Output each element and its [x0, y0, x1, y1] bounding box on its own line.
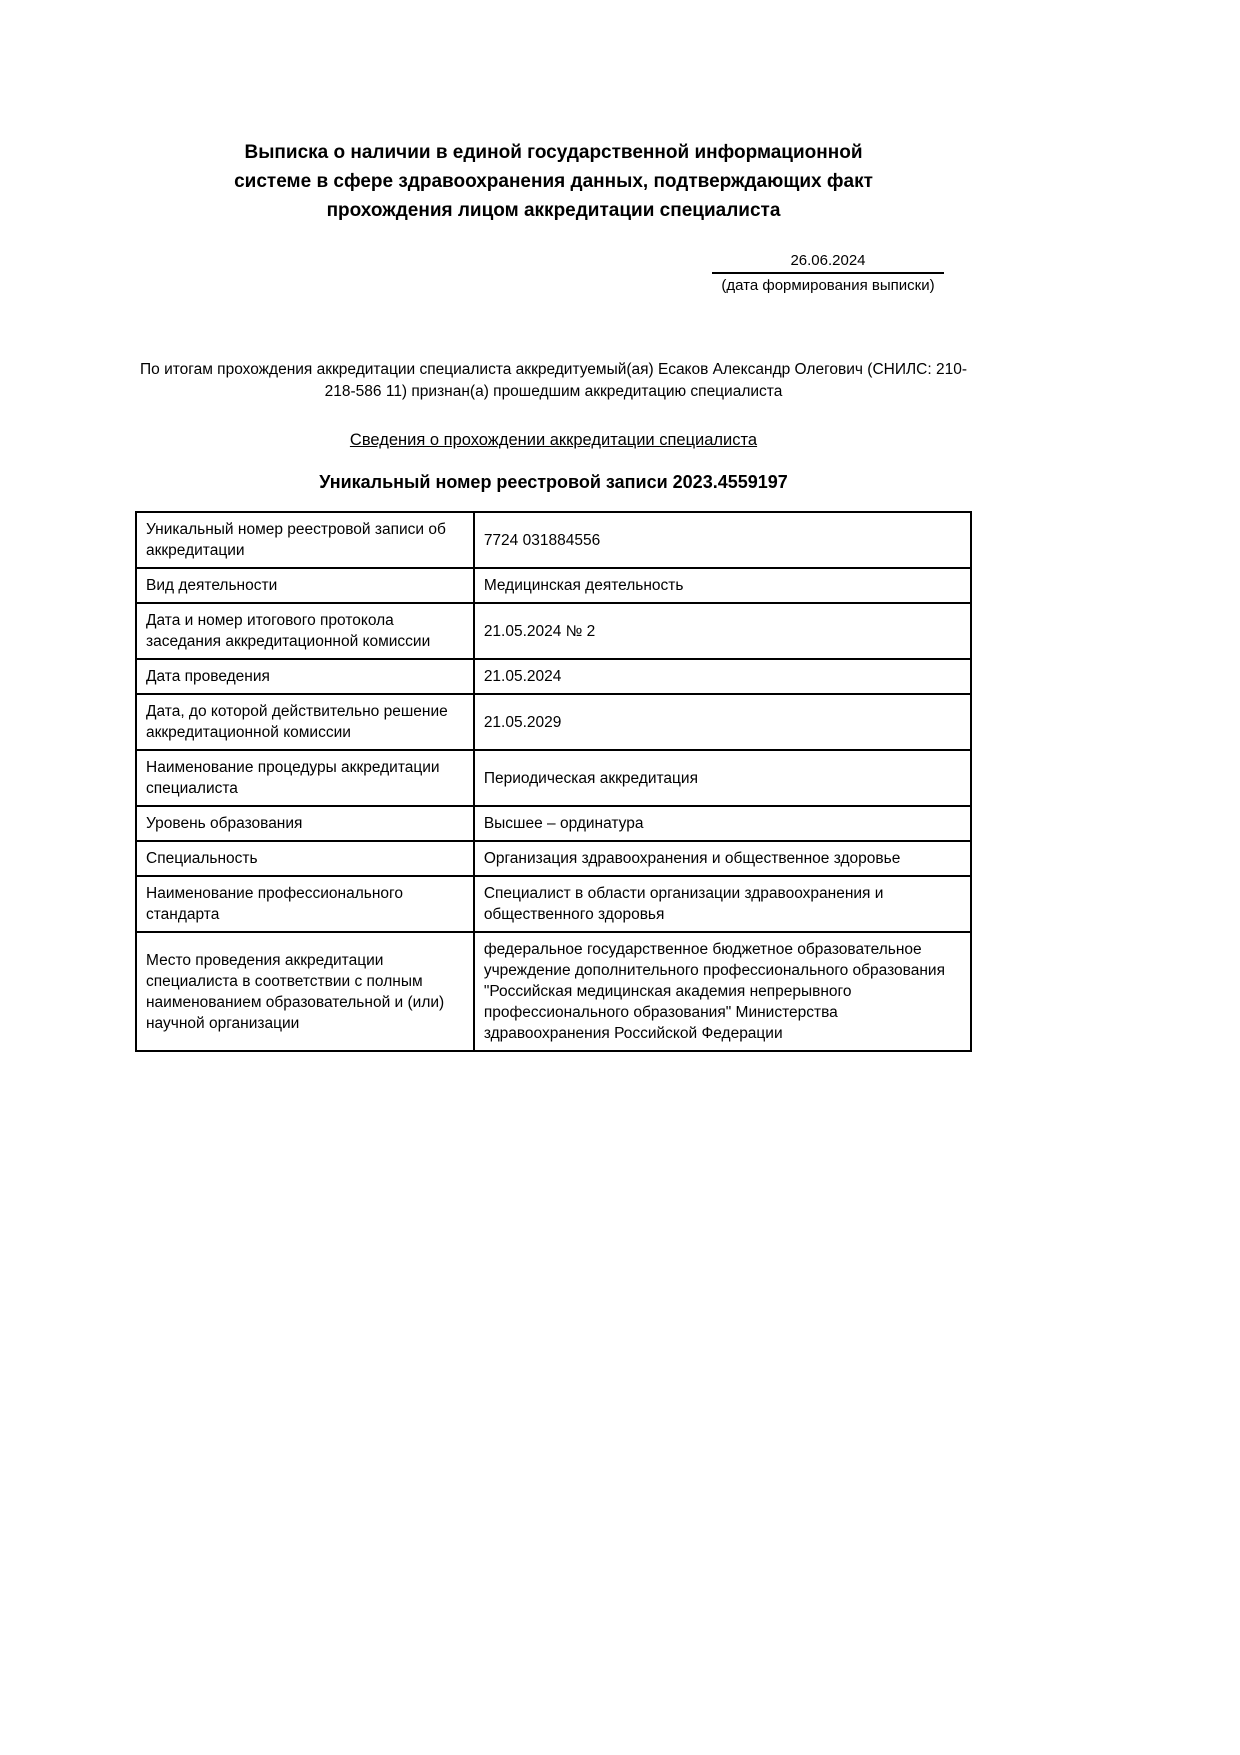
row-label: Наименование процедуры аккредитации специалиста [136, 750, 474, 806]
table-row [136, 932, 971, 1051]
issue-date-caption: (дата формирования выписки) [721, 277, 935, 294]
row-label: Дата и номер итогового протокола заседания аккредитационной комиссии [136, 603, 474, 659]
row-value: Специалист в области организации здравоохранения и общественного здоровья [474, 876, 971, 932]
table-row [136, 694, 971, 750]
document-title-line-3: прохождения лицом аккредитации специалиста [326, 200, 781, 221]
section-heading: Сведения о прохождении аккредитации специалиста [349, 431, 758, 449]
table-row [136, 512, 971, 568]
row-label: Место проведения аккредитации специалиста в соответствии с полным наименованием образовательной и (или) научной организации [136, 932, 474, 1051]
document-title-line-2: системе в сфере здравоохранения данных, подтверждающих факт [234, 171, 873, 192]
row-value: Организация здравоохранения и общественное здоровье [474, 841, 971, 876]
row-label: Наименование профессионального стандарта [136, 876, 474, 932]
registry-record-heading: Уникальный номер реестровой записи 2023.4559197 [319, 472, 788, 492]
accreditation-details-table [135, 511, 972, 1052]
row-label: Уровень образования [136, 806, 474, 841]
issue-date-value: 26.06.2024 [712, 251, 944, 274]
row-value: Периодическая аккредитация [474, 750, 971, 806]
row-value: 7724 031884556 [474, 512, 971, 568]
row-value: 21.05.2024 № 2 [474, 603, 971, 659]
row-value: 21.05.2024 [474, 659, 971, 694]
document-content [135, 0, 972, 1052]
table-row [136, 568, 971, 603]
table-row [136, 750, 971, 806]
intro-paragraph: По итогам прохождения аккредитации специалиста аккредитуемый(ая) Есаков Александр Олегович (СНИЛС: 210-218-586 11) признан(а) прошедшим аккредитацию специалиста [140, 361, 967, 400]
row-label: Уникальный номер реестровой записи об аккредитации [136, 512, 474, 568]
row-value: Медицинская деятельность [474, 568, 971, 603]
row-value: федеральное государственное бюджетное образовательное учреждение дополнительного профессионального образования "Российская медицинская академия непрерывного профессионального образования" Министерства здравоохранения Российской Федерации [474, 932, 971, 1051]
document-title [135, 138, 972, 225]
table-row [136, 876, 971, 932]
issue-date-block [712, 251, 944, 295]
table-row [136, 603, 971, 659]
row-label: Дата проведения [136, 659, 474, 694]
document-title-line-1: Выписка о наличии в единой государственной информационной [244, 142, 863, 163]
row-label: Вид деятельности [136, 568, 474, 603]
table-row [136, 841, 971, 876]
row-label: Дата, до которой действительно решение аккредитационной комиссии [136, 694, 474, 750]
table-row [136, 806, 971, 841]
row-value: Высшее – ординатура [474, 806, 971, 841]
table-row [136, 659, 971, 694]
row-value: 21.05.2029 [474, 694, 971, 750]
row-label: Специальность [136, 841, 474, 876]
